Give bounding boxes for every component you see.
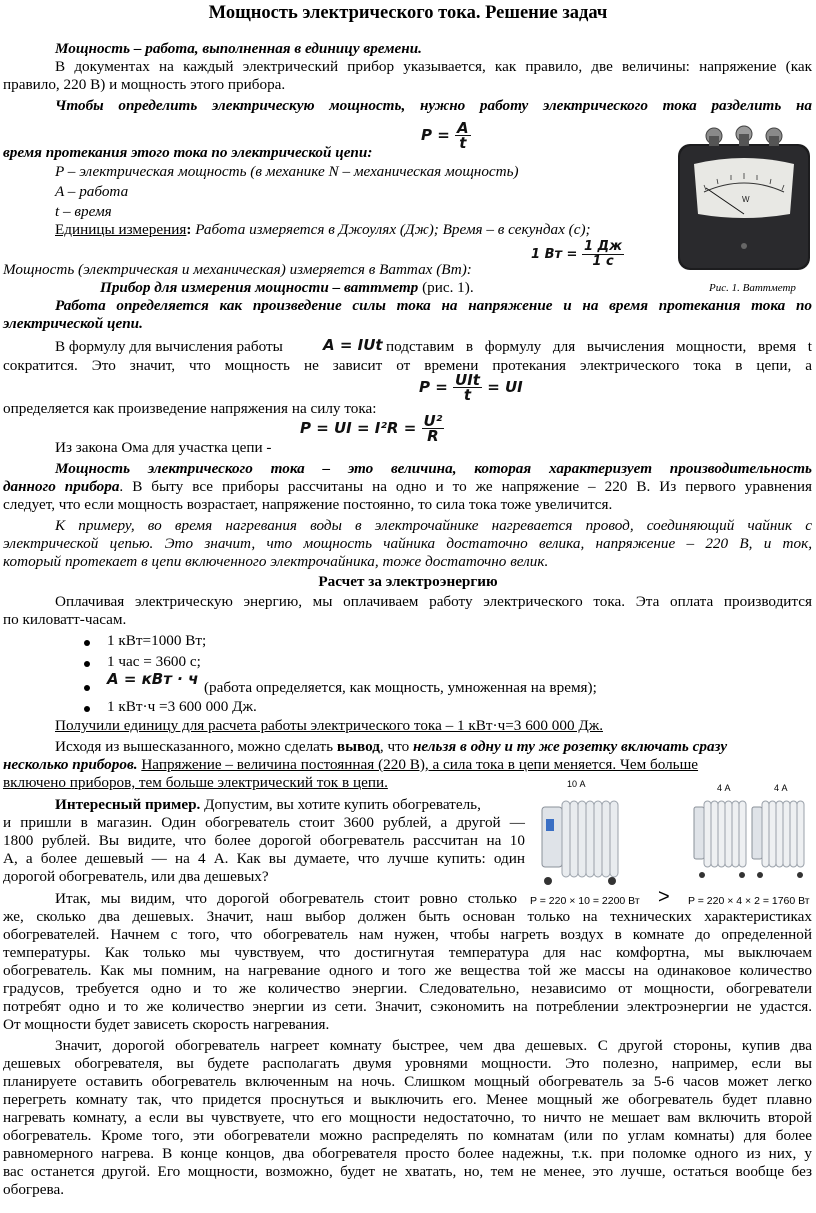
- formula-pui-denominator: t: [463, 386, 472, 404]
- device-bold: Прибор для измерения мощности – ваттметр: [100, 279, 419, 296]
- kettle-line-3: который протекает в цепи включенного электрочайника, тоже достаточно велик.: [3, 553, 549, 570]
- heater-small-label-2: 4 А: [774, 783, 788, 793]
- formula-lhs: P =: [421, 126, 450, 144]
- formula-ohm-numerator: U²: [423, 412, 443, 430]
- section-title: Расчет за электроэнергию: [318, 573, 498, 590]
- para-final-line-1: Значит, дорогой обогреватель нагреет комнату быстрее, чем два дешевых. С другой стороны, купив два: [55, 1037, 812, 1054]
- prod-line-2-bold: данного прибора: [3, 478, 120, 495]
- subst-line-1b: подставим в формулу для вычисления мощности, время t: [386, 338, 812, 355]
- conclusion-line-3: включено приборов, тем больше электрический ток в цепи.: [3, 774, 388, 791]
- prod-line-3: следует, что если мощность возрастает, напряжение постоянно, то сила тока тоже увеличится.: [3, 496, 613, 513]
- example-text: Допустим, вы хотите купить обогреватель,: [200, 796, 481, 813]
- units-text: Работа измеряется в Джоулях (Дж); Время – в секундах (с);: [191, 221, 591, 238]
- heaters-drawing: [534, 777, 814, 907]
- page-title: Мощность электрического тока. Решение задач: [208, 3, 608, 23]
- bullet-item-4: 1 кВт·ч =3 600 000 Дж.: [107, 698, 257, 715]
- subst-line-2: сократится. Это значит, что мощность не зависит от времени протекания электрического тока в цепи, а: [3, 357, 812, 374]
- subst-line-1a: В формулу для вычисления работы: [55, 338, 283, 355]
- para-final-line-5: нагревать комнату, а если вы чувствуете, что его мощности недостаточно, то ничто не мешает вам включить второй: [3, 1109, 812, 1126]
- unit-result: Получили единицу для расчета работы электрического тока – 1 кВт·ч=3 600 000 Дж.: [55, 717, 603, 734]
- meter-letter: W: [742, 195, 750, 204]
- bullet-dot: [84, 661, 90, 667]
- para-final-line-8: вас останется другой. Его мощности, возможно, будет не хватать, но, тем не менее, это лучше, остаться вообще без: [3, 1163, 812, 1180]
- bullet-item-3: (работа определяется, как мощность, умноженная на время);: [204, 679, 597, 696]
- subst-line-3: определяется как произведение напряжения на силу тока:: [3, 400, 377, 417]
- formula-ohm-lhs: P = UI = I²R =: [300, 419, 417, 437]
- formula-pui: [419, 373, 523, 402]
- concl-line-2b: Напряжение – величина постоянная (220 В), а сила тока в цепи меняется. Чем больше: [141, 756, 699, 773]
- concl-text-a: Исходя из вышесказанного, можно сделать: [55, 738, 337, 755]
- heater-big-label: 10 А: [567, 779, 586, 789]
- kettle-line-1: К примеру, во время нагревания воды в электрочайнике нагревается провод, соединяющий чайник с: [55, 517, 812, 534]
- heaters-figure: [534, 777, 814, 907]
- definition-power: Мощность – работа, выполненная в единицу времени.: [55, 40, 422, 57]
- work-line-2: электрической цепи.: [3, 315, 143, 332]
- formula-watt-numerator: 1 Дж: [583, 239, 623, 254]
- example-line-1: [55, 796, 481, 814]
- bullet-dot: [84, 706, 90, 712]
- concl-line-2a: несколько приборов.: [3, 756, 138, 773]
- rule-line-2: время протекания этого тока по электрической цепи:: [3, 144, 373, 161]
- legend-p: P – электрическая мощность (в механике N – механическая мощность): [55, 163, 519, 180]
- formula-power: [421, 121, 471, 150]
- units-line: [55, 221, 591, 239]
- legend-a: A – работа: [55, 183, 129, 200]
- device-line: [100, 279, 474, 297]
- bullet-dot: [84, 640, 90, 646]
- units-colon: :: [186, 221, 192, 238]
- bullet-item-1: 1 кВт=1000 Вт;: [107, 632, 207, 649]
- heater-small-2: [752, 801, 804, 878]
- heater-formula-small: P = 220 × 4 × 2 = 1760 Вт: [688, 895, 810, 907]
- formula-watt: [531, 240, 624, 269]
- para-final-line-7: равномерного нагрева. В конце концов, два обогревателя просто более надежны, т.к. при поломке одного из них, у: [3, 1145, 812, 1162]
- wattmeter-drawing: [676, 122, 812, 272]
- para-final-line-9: обогрева.: [3, 1181, 64, 1198]
- concl-text-c: нельзя в одну и ту же розетку включать сразу: [412, 738, 728, 755]
- greater-than-sign: >: [658, 886, 670, 907]
- para-final-line-4: перегреть комнату так, что придется проснуться и выключить его. Менее мощный же обогреватель будет плавно: [3, 1091, 812, 1108]
- units-power: Мощность (электрическая и механическая) измеряется в Ваттах (Вт):: [3, 261, 472, 278]
- para-final-line-2: дешевых обогревателя, вы будете располагать двумя уровнями мощности. Это полезно, например, если вы: [3, 1055, 812, 1072]
- units-label: Единицы измерения: [55, 221, 187, 238]
- prod-line-2-rest: . В быту все приборы рассчитаны на одно и то же напряжение – 220 В. Из первого уравнения: [119, 478, 812, 495]
- ohm-text: Из закона Ома для участка цепи -: [55, 439, 272, 456]
- concl-vyvod: вывод: [336, 738, 380, 755]
- formula-pui-rhs: = UI: [487, 378, 523, 396]
- formula-ohm-denominator: R: [427, 427, 439, 445]
- legend-t: t – время: [55, 203, 112, 220]
- heater-small-1: [694, 801, 746, 878]
- pay-line-1: Оплачивая электрическую энергию, мы оплачиваем работу электрического тока. Эта оплата производится: [55, 593, 812, 610]
- para-so-line-1: Итак, мы видим, что дорогой обогреватель стоит ровно столько: [55, 890, 517, 907]
- heater-formula-big: P = 220 × 10 = 2200 Вт: [530, 895, 640, 907]
- para-so-line-2: же, сколько два дешевых. Значит, наш выбор должен быть основан только на технических характеристиках: [3, 908, 812, 925]
- bullet-dot: [84, 685, 90, 691]
- formula-work: A = IUt: [323, 336, 383, 354]
- wattmeter-image: [676, 122, 812, 272]
- para-so-line-5: обогреватель. Как мы помним, на нагревание одного и того же вещества той же массы на одинаковое количество: [3, 962, 812, 979]
- formula-pui-lhs: P =: [419, 378, 448, 396]
- para-final-line-6: обогреватель. Кроме того, эти обогреватели можно распределять по комнатам (или по углам комнаты) для более: [3, 1127, 812, 1144]
- example-line-2: и пришли в магазин. Один обогреватель стоит 3600 рублей, а другой —: [3, 814, 525, 831]
- para-so-line-7: потребят одно и то же количество энергии из сети. Значит, сэкономить на потреблении электроэнергии не удастся.: [3, 998, 812, 1015]
- bullet-item-2: 1 час = 3600 с;: [107, 653, 201, 670]
- prod-line-2: [3, 478, 812, 496]
- conclusion-line-1: [55, 738, 727, 756]
- formula-denominator: t: [459, 134, 467, 152]
- formula-kwh: A = кВт · ч: [107, 670, 199, 688]
- formula-watt-lhs: 1 Вт =: [531, 247, 578, 262]
- rule-line-1: Чтобы определить электрическую мощность, нужно работу электрического тока разделить на: [55, 97, 812, 114]
- docs-line-2: правило, 220 В) и мощность этого прибора.: [3, 76, 286, 93]
- heater-big: [542, 801, 618, 885]
- figure-caption: Рис. 1. Ваттметр: [709, 282, 796, 294]
- para-so-line-8: От мощности будет зависеть скорость нагревания.: [3, 1016, 330, 1033]
- conclusion-line-2: [3, 756, 698, 774]
- kettle-line-2: электрической цепью. Это значит, что мощность чайника достаточно велика, напряжение – 220 В, и ток,: [3, 535, 812, 552]
- example-line-3: 1800 рублей. Вы видите, что более дорогой обогреватель рассчитан на 10: [3, 832, 525, 849]
- para-so-line-3: обогревателей. Начнем с того, что обогреватель нам нужен, чтобы нагреть воздух в комнате до определенной: [3, 926, 812, 943]
- docs-line-1: В документах на каждый электрический прибор указывается, как правило, две величины: напряжение (как: [55, 58, 812, 75]
- pay-line-2: по киловатт-часам.: [3, 611, 127, 628]
- concl-text-b: , что: [379, 738, 413, 755]
- device-tail: (рис. 1).: [418, 279, 474, 296]
- example-line-5: дорогой обогреватель, или два дешевых?: [3, 868, 269, 885]
- prod-line-1: Мощность электрического тока – это величина, которая характеризует производительность: [55, 460, 812, 477]
- formula-watt-denominator: 1 с: [592, 254, 614, 269]
- work-line-1: Работа определяется как произведение силы тока на напряжение и на время протекания тока по: [55, 297, 812, 314]
- formula-numerator: A: [457, 119, 469, 137]
- para-so-line-4: температуры. Как только мы чувствуем, что достигнутая температура для нас комфортна, мы выключаем: [3, 944, 812, 961]
- example-line-4: А, а более дешевый — на 4 А. Как вы думаете, что лучше купить: один: [3, 850, 525, 867]
- example-bold: Интересный пример.: [55, 796, 201, 813]
- para-so-line-6: градусов, требуется одно и то же количество энергии. Следовательно, независимо от мощности, обогреватели: [3, 980, 812, 997]
- heater-small-label-1: 4 А: [717, 783, 731, 793]
- formula-ohm: [300, 414, 444, 443]
- para-final-line-3: планируете оставить обогреватель включенным на ночь. Слишком мощный обогреватель за 5-6 часов может легко: [3, 1073, 812, 1090]
- formula-pui-numerator: UIt: [455, 371, 480, 389]
